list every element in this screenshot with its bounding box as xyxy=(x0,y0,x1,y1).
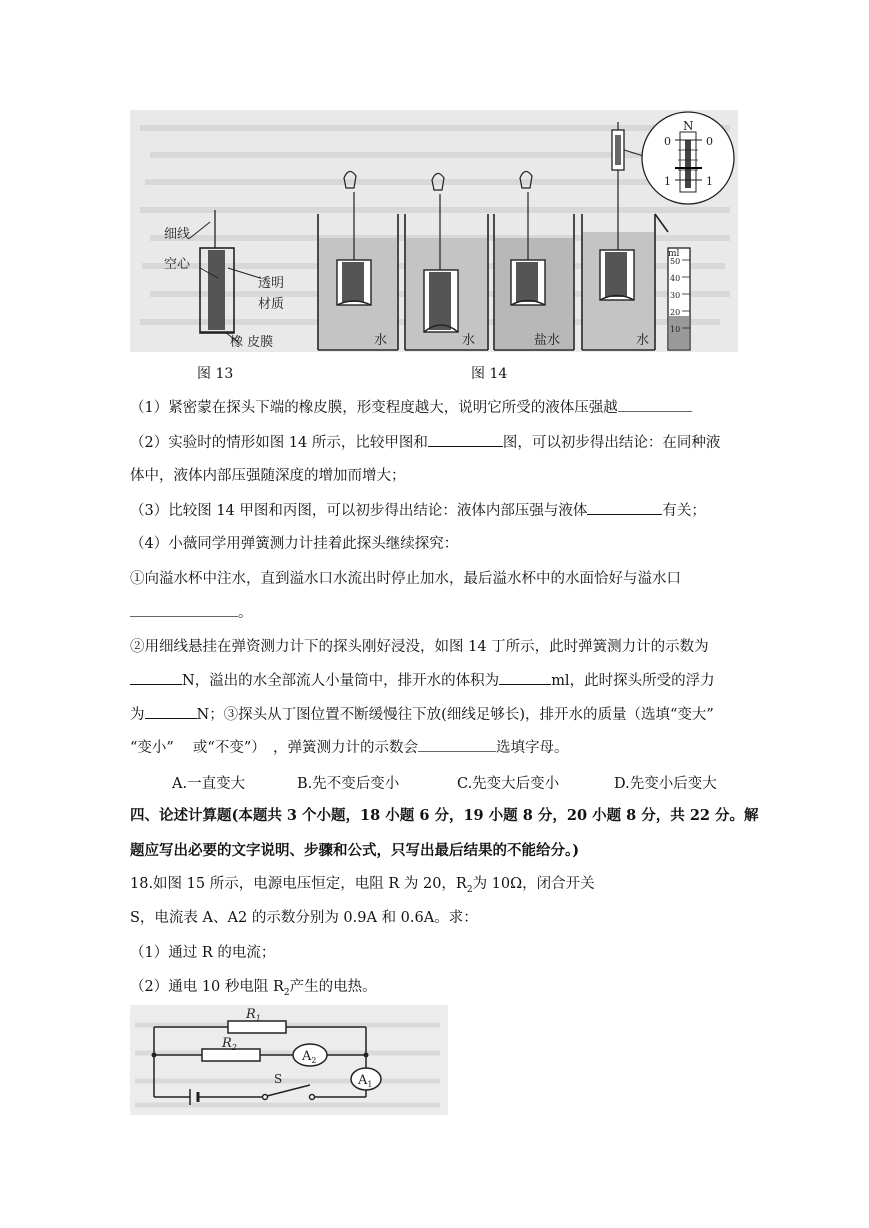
section4-line-1: 四、论述计算题(本题共 3 个小题，18 小题 6 分，19 小题 8 分，20 小题 8 分，共 22 分。解 xyxy=(130,807,759,824)
q1-line xyxy=(130,397,692,418)
q3-text-b: 有关； xyxy=(662,503,706,519)
q4-step3-line xyxy=(130,737,569,758)
cylinder-tick-40: 40 xyxy=(670,274,681,283)
q1-text: （1）紧密蒙在探头下端的橡皮膜，形变程度越大，说明它所受的液体压强越 xyxy=(130,400,618,416)
label-transparent: 透明 xyxy=(258,276,285,291)
jar-4-liquid-label: 水 xyxy=(636,333,650,348)
q18-line1-sub: 2 xyxy=(466,884,473,895)
circuit-a2-label: $A_2$ xyxy=(302,1049,317,1065)
label-membrane: 橡 皮膜 xyxy=(230,335,274,350)
q4-step1-blank[interactable] xyxy=(130,602,238,617)
q3-text-a: （3）比较图 14 甲图和丙图，可以初步得出结论：液体内部压强与液体 xyxy=(130,503,588,519)
label-thread: 细线 xyxy=(164,227,191,242)
q4-step3-a: “变小” 或“不变”） ，弹簧测力计的示数会 xyxy=(130,740,419,756)
label-material: 材质 xyxy=(258,297,285,312)
circuit-a1-label: $A_1$ xyxy=(358,1073,373,1089)
q4-step1-end: 。 xyxy=(238,605,253,621)
spring-scale-zoom xyxy=(642,112,734,204)
q4-step2-line-2 xyxy=(130,670,715,691)
q4-step2-b: N，溢出的水全部流人小量筒中，排开水的体积为 xyxy=(182,673,500,689)
q4-force-blank[interactable] xyxy=(130,670,182,685)
caption-fig14: 图 14 xyxy=(471,366,508,382)
q18-line-1 xyxy=(130,874,595,900)
q4-intro: （4）小薇同学用弹簧测力计挂着此探头继续探究： xyxy=(130,536,459,552)
q2-line-2 xyxy=(130,466,406,486)
q4-step3-b: 选填字母。 xyxy=(496,740,569,756)
option-a[interactable]: A.一直变大 xyxy=(172,776,246,792)
q4-step2-line-3 xyxy=(130,704,714,725)
circuit-r1-label: $R_1$ xyxy=(246,1007,261,1023)
q4-step2-c: ml，此时探头所受的浮力 xyxy=(551,673,715,689)
cylinder-tick-10: 10 xyxy=(670,325,681,334)
q18-sub2 xyxy=(130,977,377,1003)
circuit-r2-label: $R_2$ xyxy=(222,1036,237,1052)
q2-text-b: 图，可以初步得出结论：在同种液 xyxy=(502,435,721,451)
q18-line-2: S，电流表 A、A2 的示数分别为 0.9A 和 0.6A。求： xyxy=(130,910,478,926)
jar-3-liquid-label: 盐水 xyxy=(534,333,561,348)
jar-1-liquid-label: 水 xyxy=(374,333,388,348)
meter-tick-1-right: 1 xyxy=(706,175,713,188)
q18-sub2-sub: 2 xyxy=(283,987,290,998)
meter-tick-0-right: 0 xyxy=(706,135,713,148)
cylinder-unit: ml xyxy=(668,249,680,259)
meter-tick-1: 1 xyxy=(664,175,671,188)
q2-text-c: 体中，液体内部压强随深度的增加而增大； xyxy=(130,468,406,484)
q2-line-1 xyxy=(130,432,720,453)
jar-2-liquid-label: 水 xyxy=(462,333,476,348)
q4-step1: ①向溢水杯中注水，直到溢水口水流出时停止加水，最后溢水杯中的水面恰好与溢水口 xyxy=(130,571,681,587)
circuit-switch-label: S xyxy=(274,1072,283,1086)
option-d[interactable]: D.先变小后变大 xyxy=(614,776,717,792)
figure-15-circuit xyxy=(130,1005,448,1115)
q2-blank[interactable] xyxy=(428,432,503,447)
meter-unit: N xyxy=(683,119,694,133)
q4-step2-line-1: ②用细线悬挂在弹资测力计下的探头刚好浸没，如图 14 丁所示，此时弹簧测力计的示数为 xyxy=(130,639,709,655)
cylinder-tick-50: 50 xyxy=(670,257,681,266)
q4-step1-cont xyxy=(130,602,253,623)
label-hollow: 空心 xyxy=(164,257,191,272)
graduated-cylinder xyxy=(668,248,690,350)
q4-volume-blank[interactable] xyxy=(499,670,551,685)
q18-sub2-a: （2）通电 10 秒电阻 R xyxy=(130,979,284,995)
q18-sub1: （1）通过 R 的电流； xyxy=(130,945,276,961)
q18-sub2-b: 产生的电热。 xyxy=(289,979,377,995)
q1-blank[interactable] xyxy=(618,397,692,412)
section4-line-2: 题应写出必要的文字说明、步骤和公式，只写出最后结果的不能给分。) xyxy=(130,842,580,859)
q4-step2-d: 为 xyxy=(130,707,145,723)
option-b[interactable]: B.先不变后变小 xyxy=(297,776,400,792)
q3-blank[interactable] xyxy=(587,500,662,515)
cylinder-tick-20: 20 xyxy=(670,308,681,317)
q18-line1-a: 18.如图 15 所示，电源电压恒定，电阻 R 为 20，R xyxy=(130,876,467,892)
option-c[interactable]: C.先变大后变小 xyxy=(457,776,560,792)
q4-step3-blank[interactable] xyxy=(418,737,496,752)
meter-tick-0: 0 xyxy=(664,135,671,148)
figure-13-14 xyxy=(130,110,738,352)
q18-line1-b: 为 10Ω，闭合开关 xyxy=(472,876,595,892)
q4-buoyancy-blank[interactable] xyxy=(145,704,197,719)
q4-step2-e: N；③探头从丁图位置不断缓慢往下放(细线足够长)，排开水的质量（选填“变大” xyxy=(196,707,714,723)
q3-line xyxy=(130,500,706,521)
q2-text-a: （2）实验时的情形如图 14 所示，比较甲图和 xyxy=(130,435,428,451)
cylinder-tick-30: 30 xyxy=(670,291,681,300)
caption-fig13: 图 13 xyxy=(197,366,234,382)
